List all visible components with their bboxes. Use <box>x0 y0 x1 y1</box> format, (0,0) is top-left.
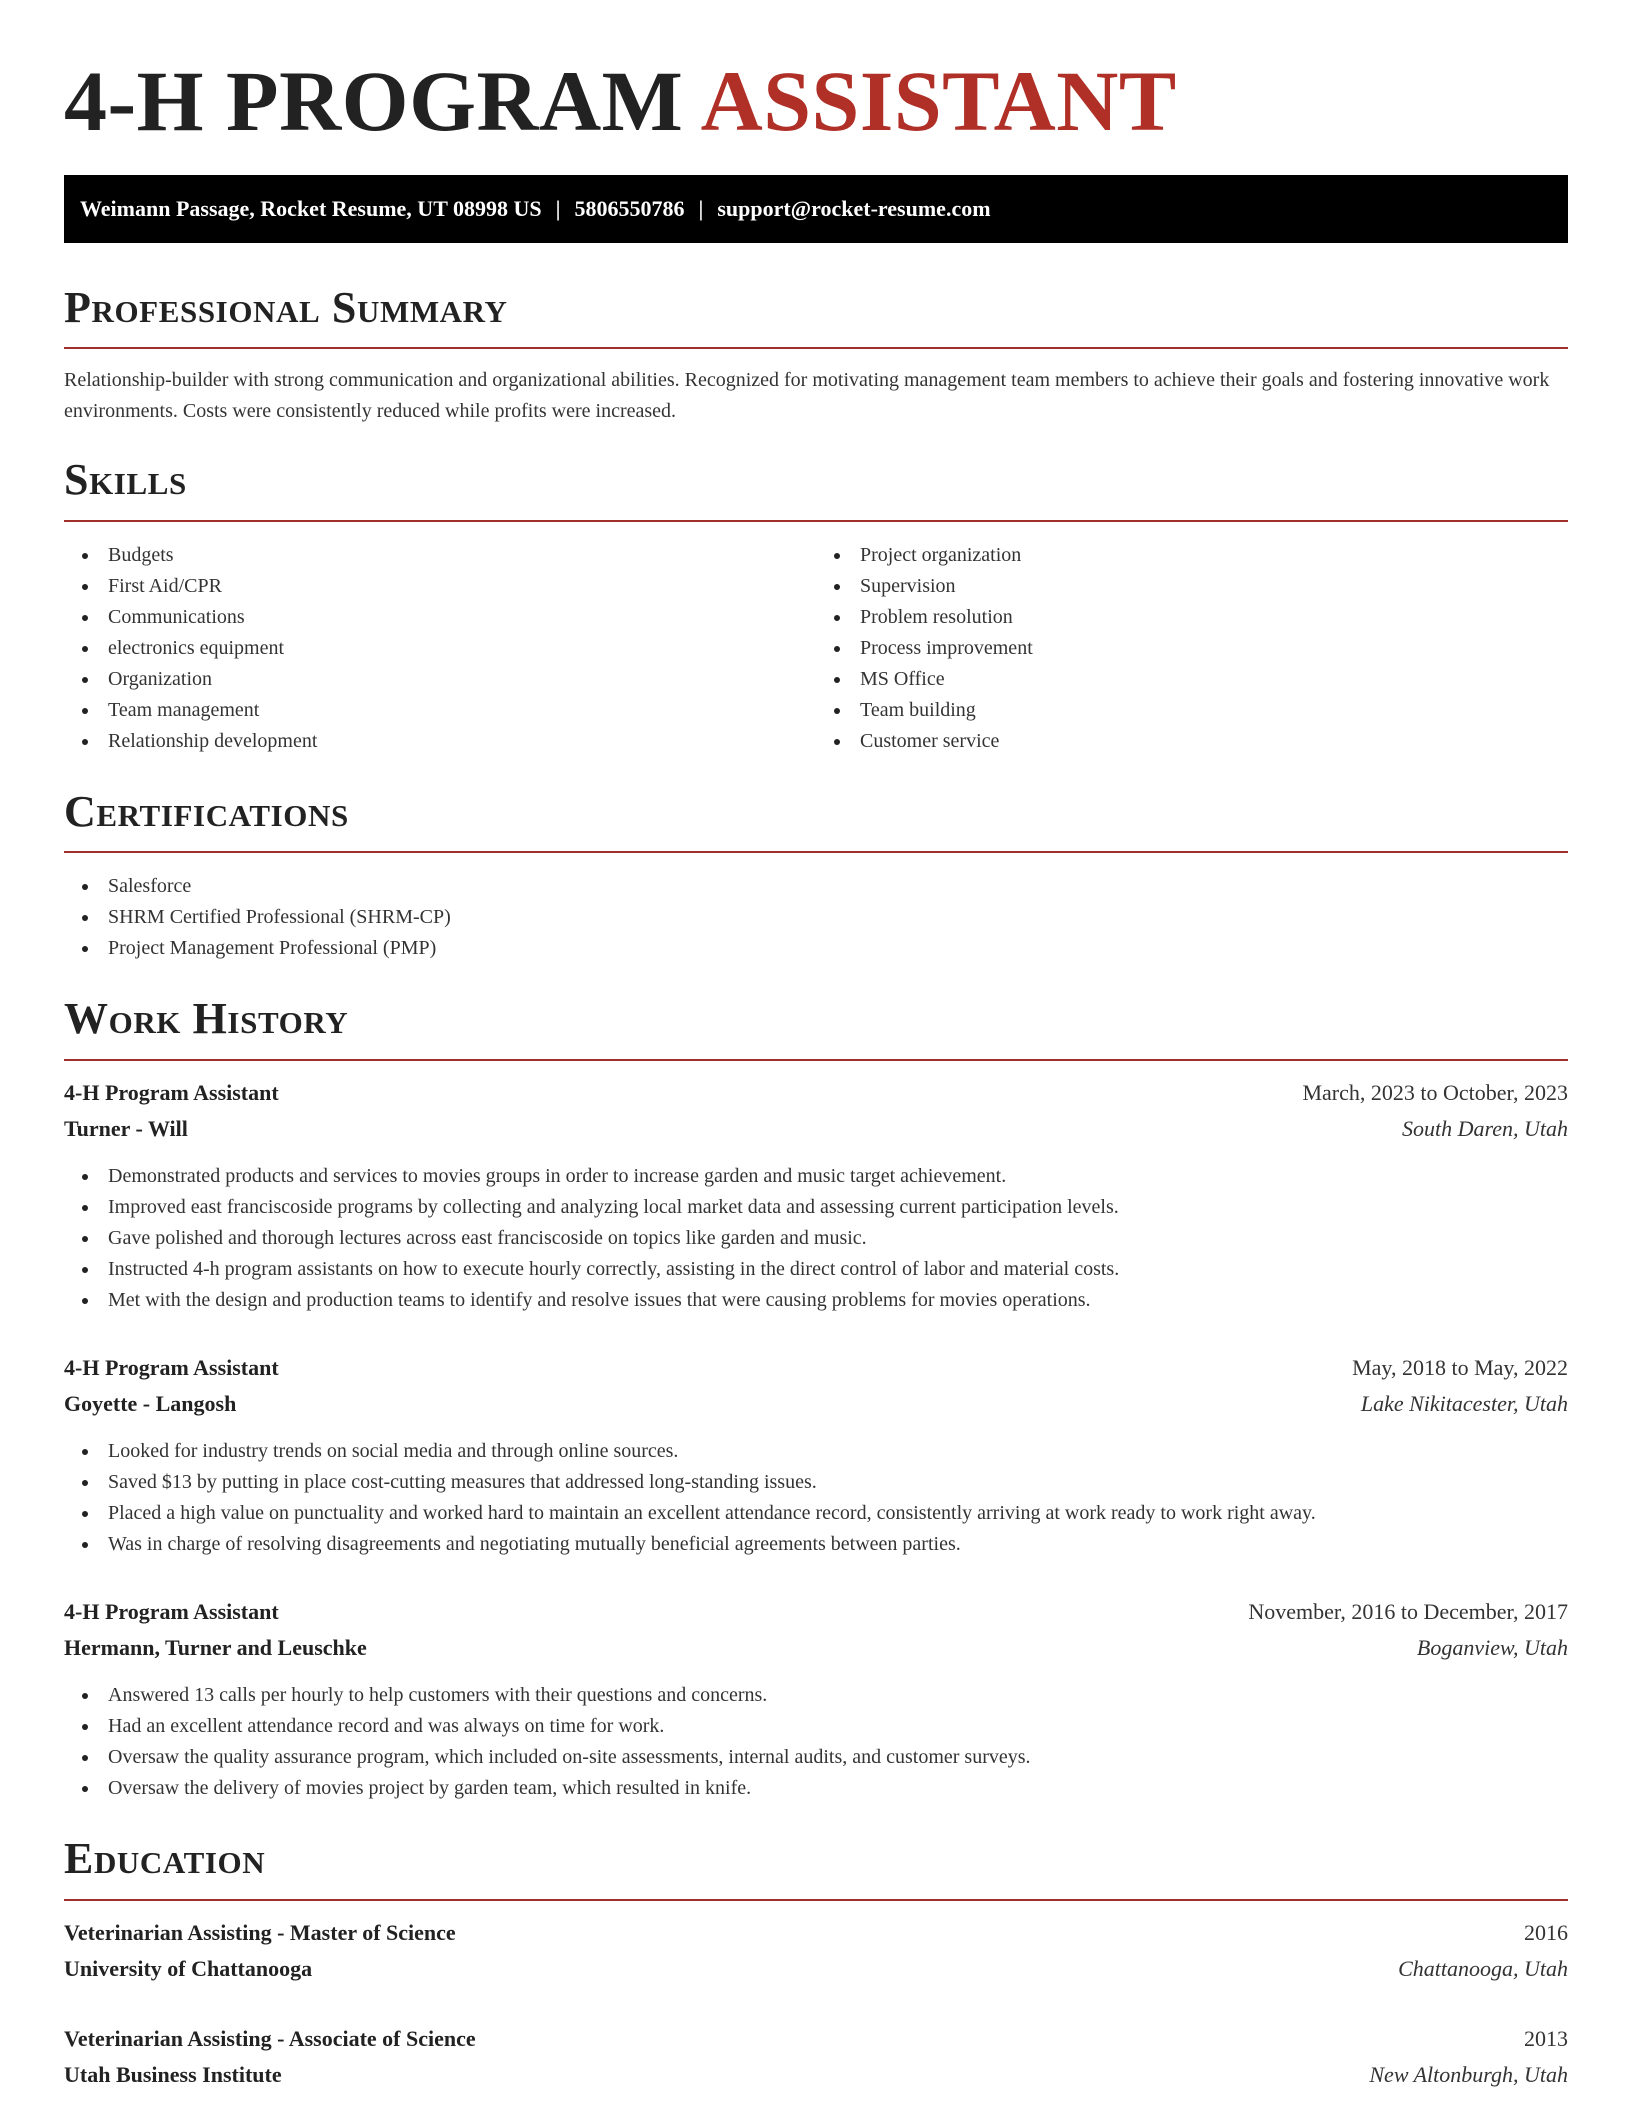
education-school: Utah Business Institute <box>64 2061 282 2087</box>
resume-title <box>64 0 1568 149</box>
job-bullet: Looked for industry trends on social media and through online sources. <box>64 1436 1568 1467</box>
section-heading: Work History <box>64 994 349 1044</box>
skill-item: Process improvement <box>816 633 1568 664</box>
job-bullets <box>64 1436 1568 1560</box>
job-bullet: Was in charge of resolving disagreements and negotiating mutually beneficial agreements between parties. <box>64 1529 1568 1560</box>
education-location: New Altonburgh, Utah <box>1369 2061 1568 2087</box>
education-location: Chattanooga, Utah <box>1398 1955 1568 1981</box>
contact-phone: 5806550786 <box>574 195 685 221</box>
education-degree: Veterinarian Assisting - Associate of Science <box>64 2025 476 2051</box>
summary-section <box>64 283 1568 428</box>
job-bullet: Gave polished and thorough lectures across east franciscoside on topics like garden and music. <box>64 1223 1568 1254</box>
section-heading: Education <box>64 1833 266 1883</box>
skill-item: Communications <box>64 602 816 633</box>
job-title: 4-H Program Assistant <box>64 1354 279 1380</box>
section-heading: Certifications <box>64 786 349 836</box>
section-divider <box>64 1899 1568 1901</box>
skill-item: Supervision <box>816 571 1568 602</box>
job-company: Hermann, Turner and Leuschke <box>64 1634 367 1660</box>
skills-list-right <box>816 540 1568 757</box>
contact-address: Weimann Passage, Rocket Resume, UT 08998 US <box>80 195 542 221</box>
job-bullet: Met with the design and production teams to identify and resolve issues that were causing problems for movies operations. <box>64 1285 1568 1316</box>
job-bullets <box>64 1680 1568 1804</box>
job-bullet: Oversaw the quality assurance program, which included on-site assessments, internal audits, and customer surveys. <box>64 1742 1568 1773</box>
job-title: 4-H Program Assistant <box>64 1079 279 1105</box>
job-bullet: Oversaw the delivery of movies project by garden team, which resulted in knife. <box>64 1773 1568 1804</box>
certification-item: Project Management Professional (PMP) <box>64 933 1568 964</box>
contact-bar <box>64 175 1568 243</box>
title-part-1: 4-H PROGRAM <box>64 53 684 149</box>
job-dates: March, 2023 to October, 2023 <box>1302 1079 1568 1105</box>
job-bullet: Answered 13 calls per hourly to help customers with their questions and concerns. <box>64 1680 1568 1711</box>
job-title: 4-H Program Assistant <box>64 1598 279 1624</box>
job-bullet: Instructed 4-h program assistants on how to execute hourly correctly, assisting in the direct control of labor and material costs. <box>64 1254 1568 1285</box>
skill-item: First Aid/CPR <box>64 571 816 602</box>
skill-item: Customer service <box>816 726 1568 757</box>
education-year: 2016 <box>1524 1919 1568 1945</box>
job-entry <box>64 1594 1568 1804</box>
job-bullet: Had an excellent attendance record and was always on time for work. <box>64 1711 1568 1742</box>
education-entry <box>64 2021 1568 2093</box>
skill-item: electronics equipment <box>64 633 816 664</box>
job-bullet: Demonstrated products and services to movies groups in order to increase garden and music target achievement. <box>64 1161 1568 1192</box>
job-location: Lake Nikitacester, Utah <box>1360 1390 1568 1416</box>
certifications-list <box>64 871 1568 964</box>
skills-section <box>64 455 1568 757</box>
section-divider <box>64 520 1568 522</box>
job-location: South Daren, Utah <box>1401 1115 1568 1141</box>
job-entry <box>64 1350 1568 1560</box>
job-dates: May, 2018 to May, 2022 <box>1352 1354 1568 1380</box>
certifications-section <box>64 787 1568 965</box>
job-entry <box>64 1075 1568 1316</box>
certification-item: SHRM Certified Professional (SHRM-CP) <box>64 902 1568 933</box>
education-school: University of Chattanooga <box>64 1955 313 1981</box>
job-company: Goyette - Langosh <box>64 1390 237 1416</box>
skill-item: Organization <box>64 664 816 695</box>
contact-separator: | <box>555 195 561 221</box>
job-company: Turner - Will <box>64 1115 188 1141</box>
work-history-section <box>64 994 1568 1804</box>
education-degree: Veterinarian Assisting - Master of Science <box>64 1919 456 1945</box>
job-location: Boganview, Utah <box>1416 1634 1568 1660</box>
job-dates: November, 2016 to December, 2017 <box>1248 1598 1568 1624</box>
certification-item: Salesforce <box>64 871 1568 902</box>
section-heading: Skills <box>64 455 187 505</box>
skill-item: Team management <box>64 695 816 726</box>
section-divider <box>64 1059 1568 1061</box>
section-divider <box>64 347 1568 349</box>
education-entry <box>64 1915 1568 1987</box>
skill-item: Problem resolution <box>816 602 1568 633</box>
contact-separator: | <box>698 195 704 221</box>
title-part-2: ASSISTANT <box>700 53 1177 149</box>
skill-item: Team building <box>816 695 1568 726</box>
job-bullet: Improved east franciscoside programs by collecting and analyzing local market data and assessing current participation levels. <box>64 1192 1568 1223</box>
skill-item: Budgets <box>64 540 816 571</box>
skill-item: MS Office <box>816 664 1568 695</box>
job-bullets <box>64 1161 1568 1316</box>
summary-text: Relationship-builder with strong communication and organizational abilities. Recognized for motivating management team members to achieve their goals and fostering innovative work environments. Costs were consistently reduced while profits were increased. <box>64 369 1550 423</box>
education-section <box>64 1834 1568 2093</box>
section-divider <box>64 851 1568 853</box>
job-bullet: Placed a high value on punctuality and worked hard to maintain an excellent attendance record, consistently arriving at work ready to work right away. <box>64 1498 1568 1529</box>
skill-item: Project organization <box>816 540 1568 571</box>
skill-item: Relationship development <box>64 726 816 757</box>
section-heading: Professional Summary <box>64 282 508 332</box>
skills-list-left <box>64 540 816 757</box>
contact-email: support@rocket-resume.com <box>717 195 991 221</box>
education-year: 2013 <box>1524 2025 1568 2051</box>
job-bullet: Saved $13 by putting in place cost-cutting measures that addressed long-standing issues. <box>64 1467 1568 1498</box>
skills-grid <box>64 540 1568 757</box>
